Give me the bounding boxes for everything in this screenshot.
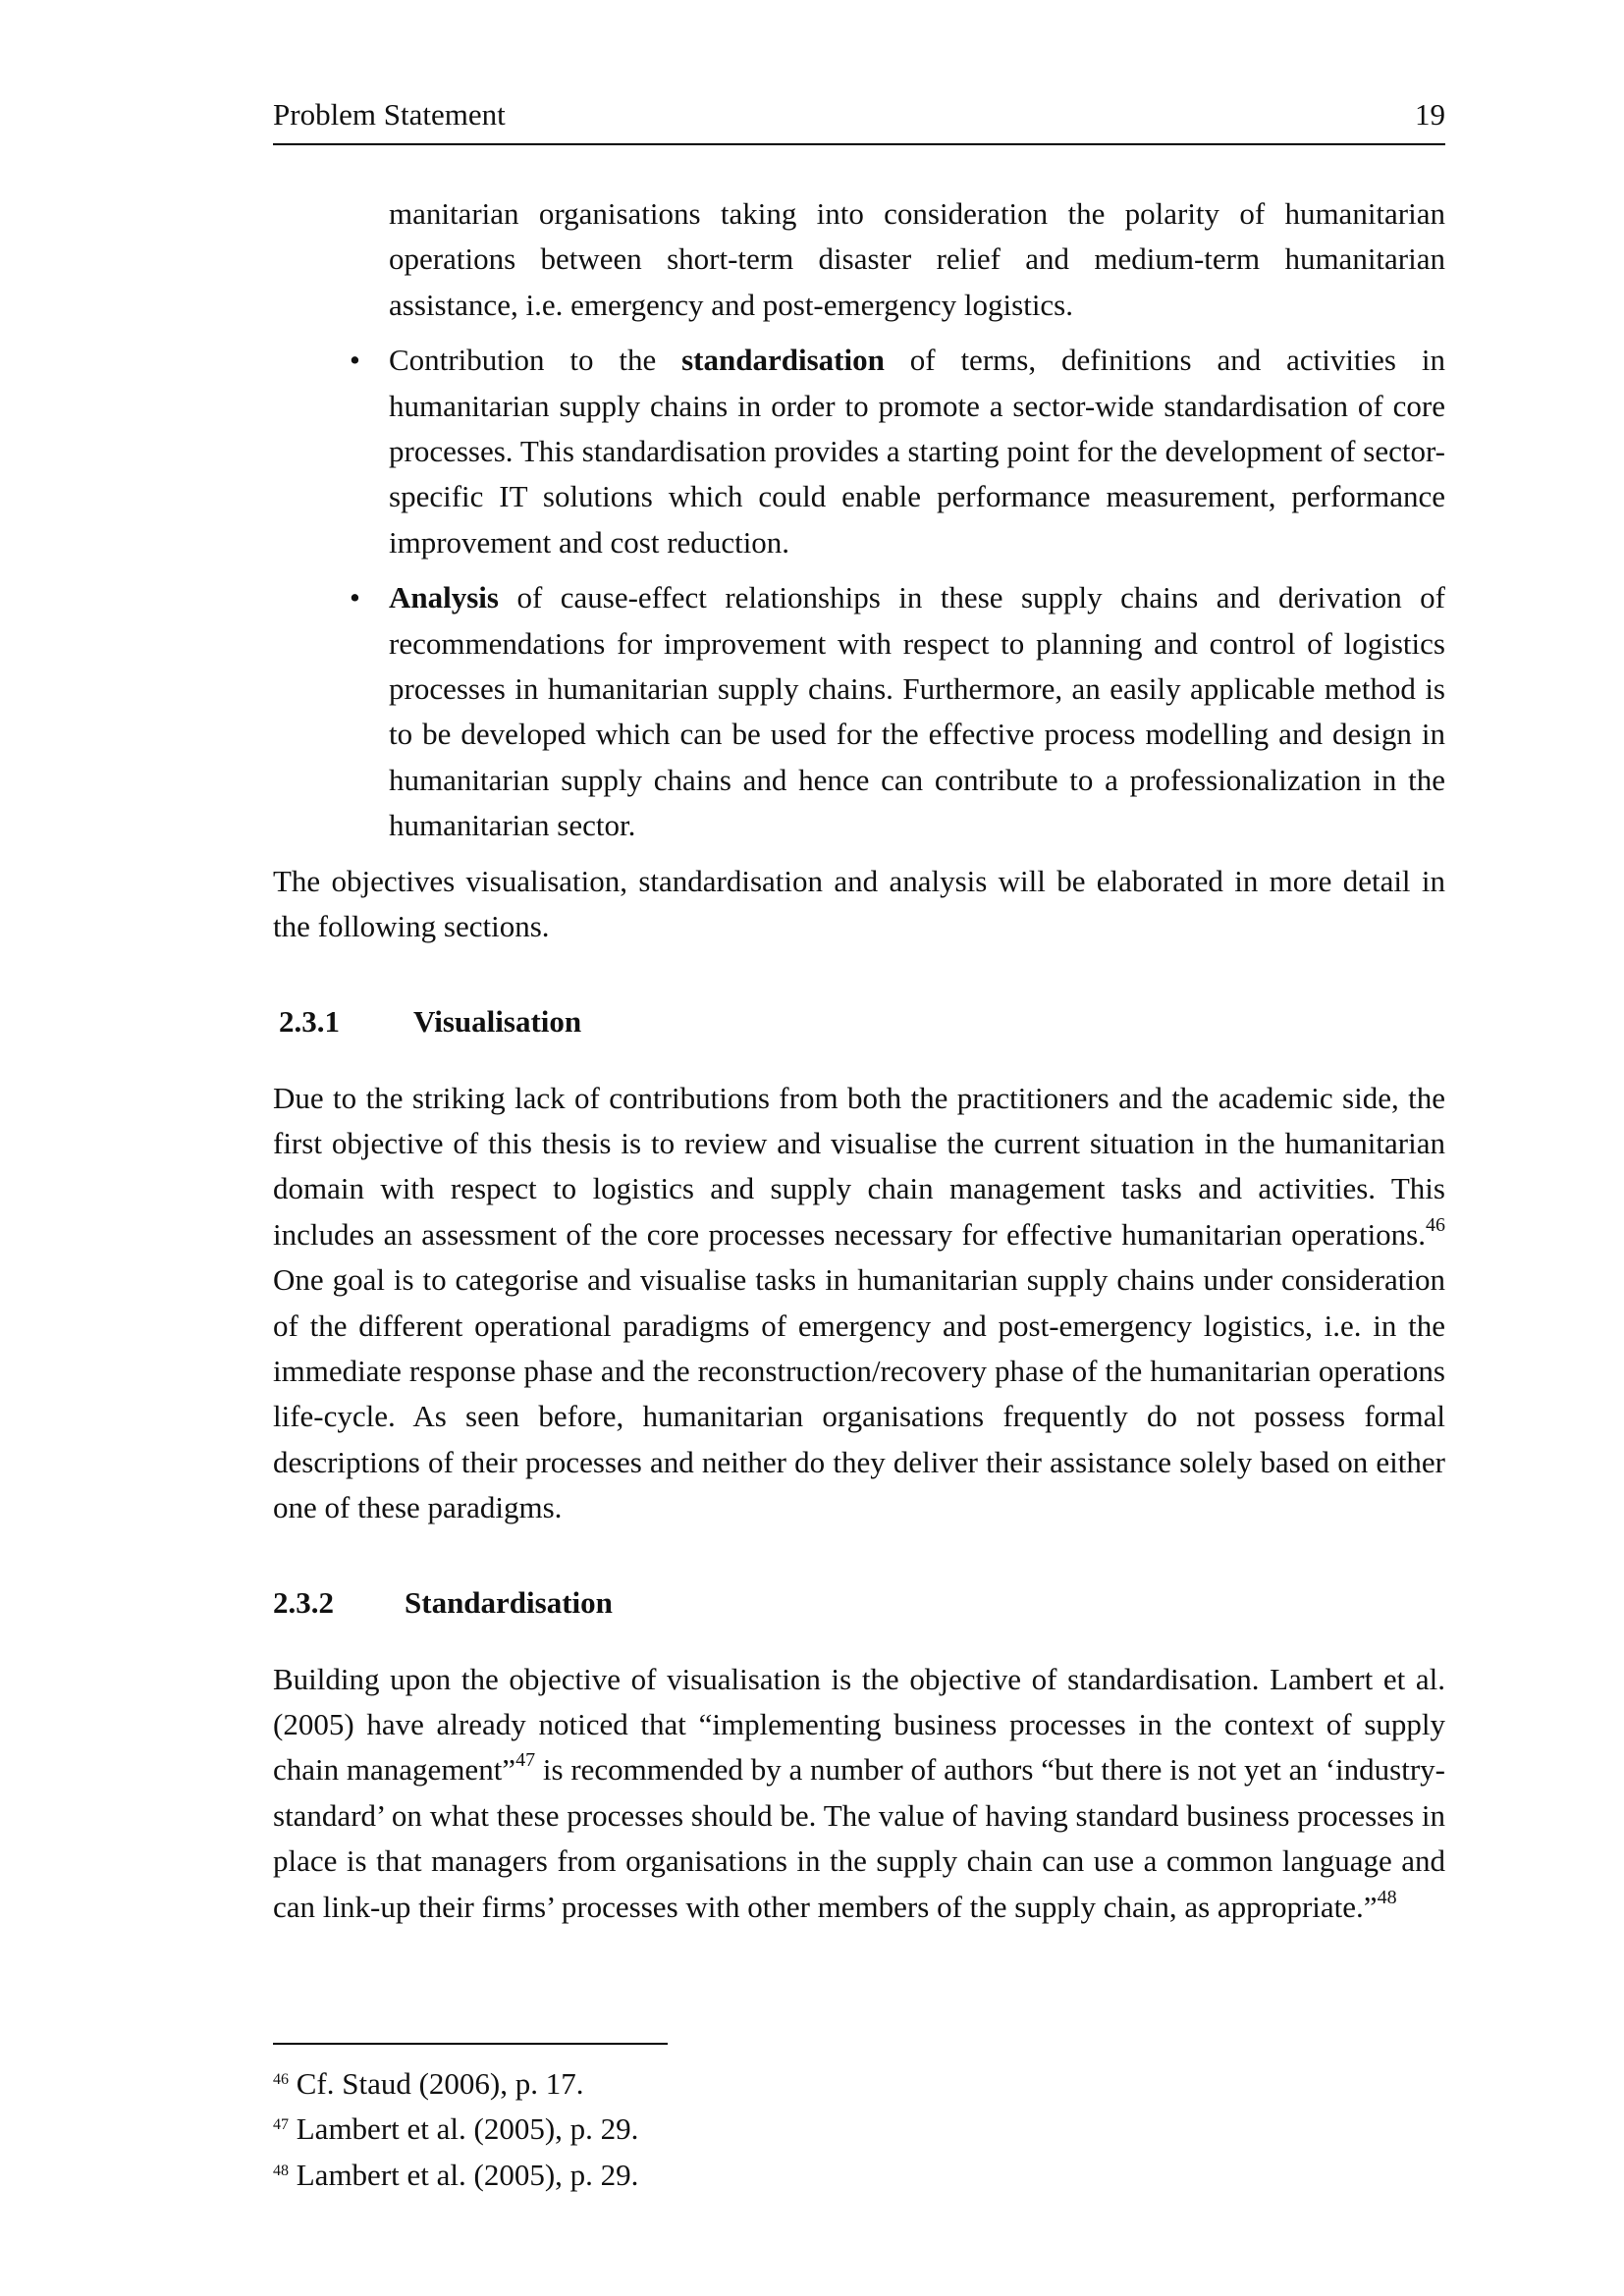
section-title: Standardisation [405, 1584, 613, 1620]
footnote-ref-47[interactable]: 47 [515, 1749, 536, 1772]
footnote-48 [273, 2153, 1445, 2198]
objectives-list [273, 338, 1445, 848]
list-item-rest: of cause-effect relationships in these supply chains and derivation of recommendations for improvement with respect to planning and control of logistics processes in humanitarian supply chains. Furthermore, an easily applicable method is to be developed which can be used for the effective process modelling and design in humanitarian supply chains and hence can contribute to a professionalization in the humanitarian sector. [389, 580, 1445, 843]
bullet-icon: • [350, 343, 360, 378]
footnote-separator [273, 2043, 668, 2045]
footnote-text: Cf. Staud (2006), p. 17. [289, 2066, 584, 2101]
list-item-text [389, 575, 1445, 848]
visualisation-text-part1: Due to the striking lack of contributions from both the practitioners and the academic side, the first objective of this thesis is to review and visualise the current situation in the humanitarian domain with respect to logistics and supply chain management tasks and activities. This includes an assessment of the core processes necessary for effective humanitarian operations. [273, 1080, 1445, 1252]
standardisation-paragraph [273, 1657, 1445, 1930]
footnotes [273, 2061, 1445, 2198]
list-item-text [389, 338, 1445, 565]
list-item-standardisation [273, 338, 1445, 565]
footnote-ref-46[interactable]: 46 [1426, 1213, 1445, 1236]
list-item-rest: of terms, definitions and activities in humanitarian supply chains in order to promote a sector-wide standardisation of core processes. This standardisation provides a starting point for the development of sector-specific IT solutions which could enable performance measurement, performance improvement and cost reduction. [389, 343, 1445, 560]
visualisation-paragraph [273, 1076, 1445, 1531]
running-header [273, 92, 1445, 137]
intro-continuation-paragraph: manitarian organisations taking into consideration the polarity of humanitarian operations between short-term disaster relief and medium-term humanitarian assistance, i.e. emergency and post-emergency logistics. [389, 196, 1445, 322]
footnote-46 [273, 2061, 1445, 2107]
footnote-number: 47 [273, 2116, 289, 2134]
footnote-number: 48 [273, 2162, 289, 2179]
footnote-47 [273, 2107, 1445, 2152]
bullet-icon: • [350, 580, 360, 615]
section-number: 2.3.2 [273, 1584, 334, 1620]
list-item-keyword: standardisation [681, 343, 885, 378]
visualisation-text-part2: One goal is to categorise and visualise tasks in humanitarian supply chains under consideration of the different operational paradigms of emergency and post-emergency logistics, i.e. in the immediate response phase and the reconstruction/recovery phase of the humanitarian operations life-cycle. As seen before, humanitarian organisations frequently do not possess formal descriptions of their processes and neither do they deliver their assistance solely based on either one of these paradigms. [273, 1262, 1445, 1525]
objectives-summary-paragraph: The objectives visualisation, standardisation and analysis will be elaborated in more detail in the following sections. [273, 863, 1445, 944]
chapter-title: Problem Statement [273, 97, 506, 132]
standardisation-text-part1: Building upon the objective of visualisation is the objective of standardisation. Lambert et al. (2005) have already noticed that “implementing business processes in the context of supply chain management” [273, 1661, 1445, 1788]
list-item-lead: Contribution to the [389, 343, 682, 378]
footnote-ref-48[interactable]: 48 [1377, 1886, 1397, 1908]
section-title: Visualisation [413, 1003, 582, 1039]
list-item-keyword: Analysis [389, 580, 499, 615]
footnote-number: 46 [273, 2071, 289, 2088]
standardisation-text-part2: is recommended by a number of authors “but there is not yet an ‘industry-standard’ on what these processes should be. The value of having standard business processes in place is that managers from organisations in the supply chain can use a common language and can link-up their firms’ processes with other members of the supply chain, as appropriate.” [273, 1752, 1445, 1924]
list-item-analysis [273, 575, 1445, 848]
body-text [273, 191, 1445, 1930]
section-number: 2.3.1 [279, 1003, 340, 1039]
footnote-text: Lambert et al. (2005), p. 29. [289, 2157, 639, 2192]
section-heading-standardisation [273, 1580, 1445, 1626]
page-number: 19 [1415, 97, 1445, 132]
section-heading-visualisation [273, 999, 1445, 1044]
header-rule [273, 143, 1445, 145]
footnote-text: Lambert et al. (2005), p. 29. [289, 2111, 639, 2147]
